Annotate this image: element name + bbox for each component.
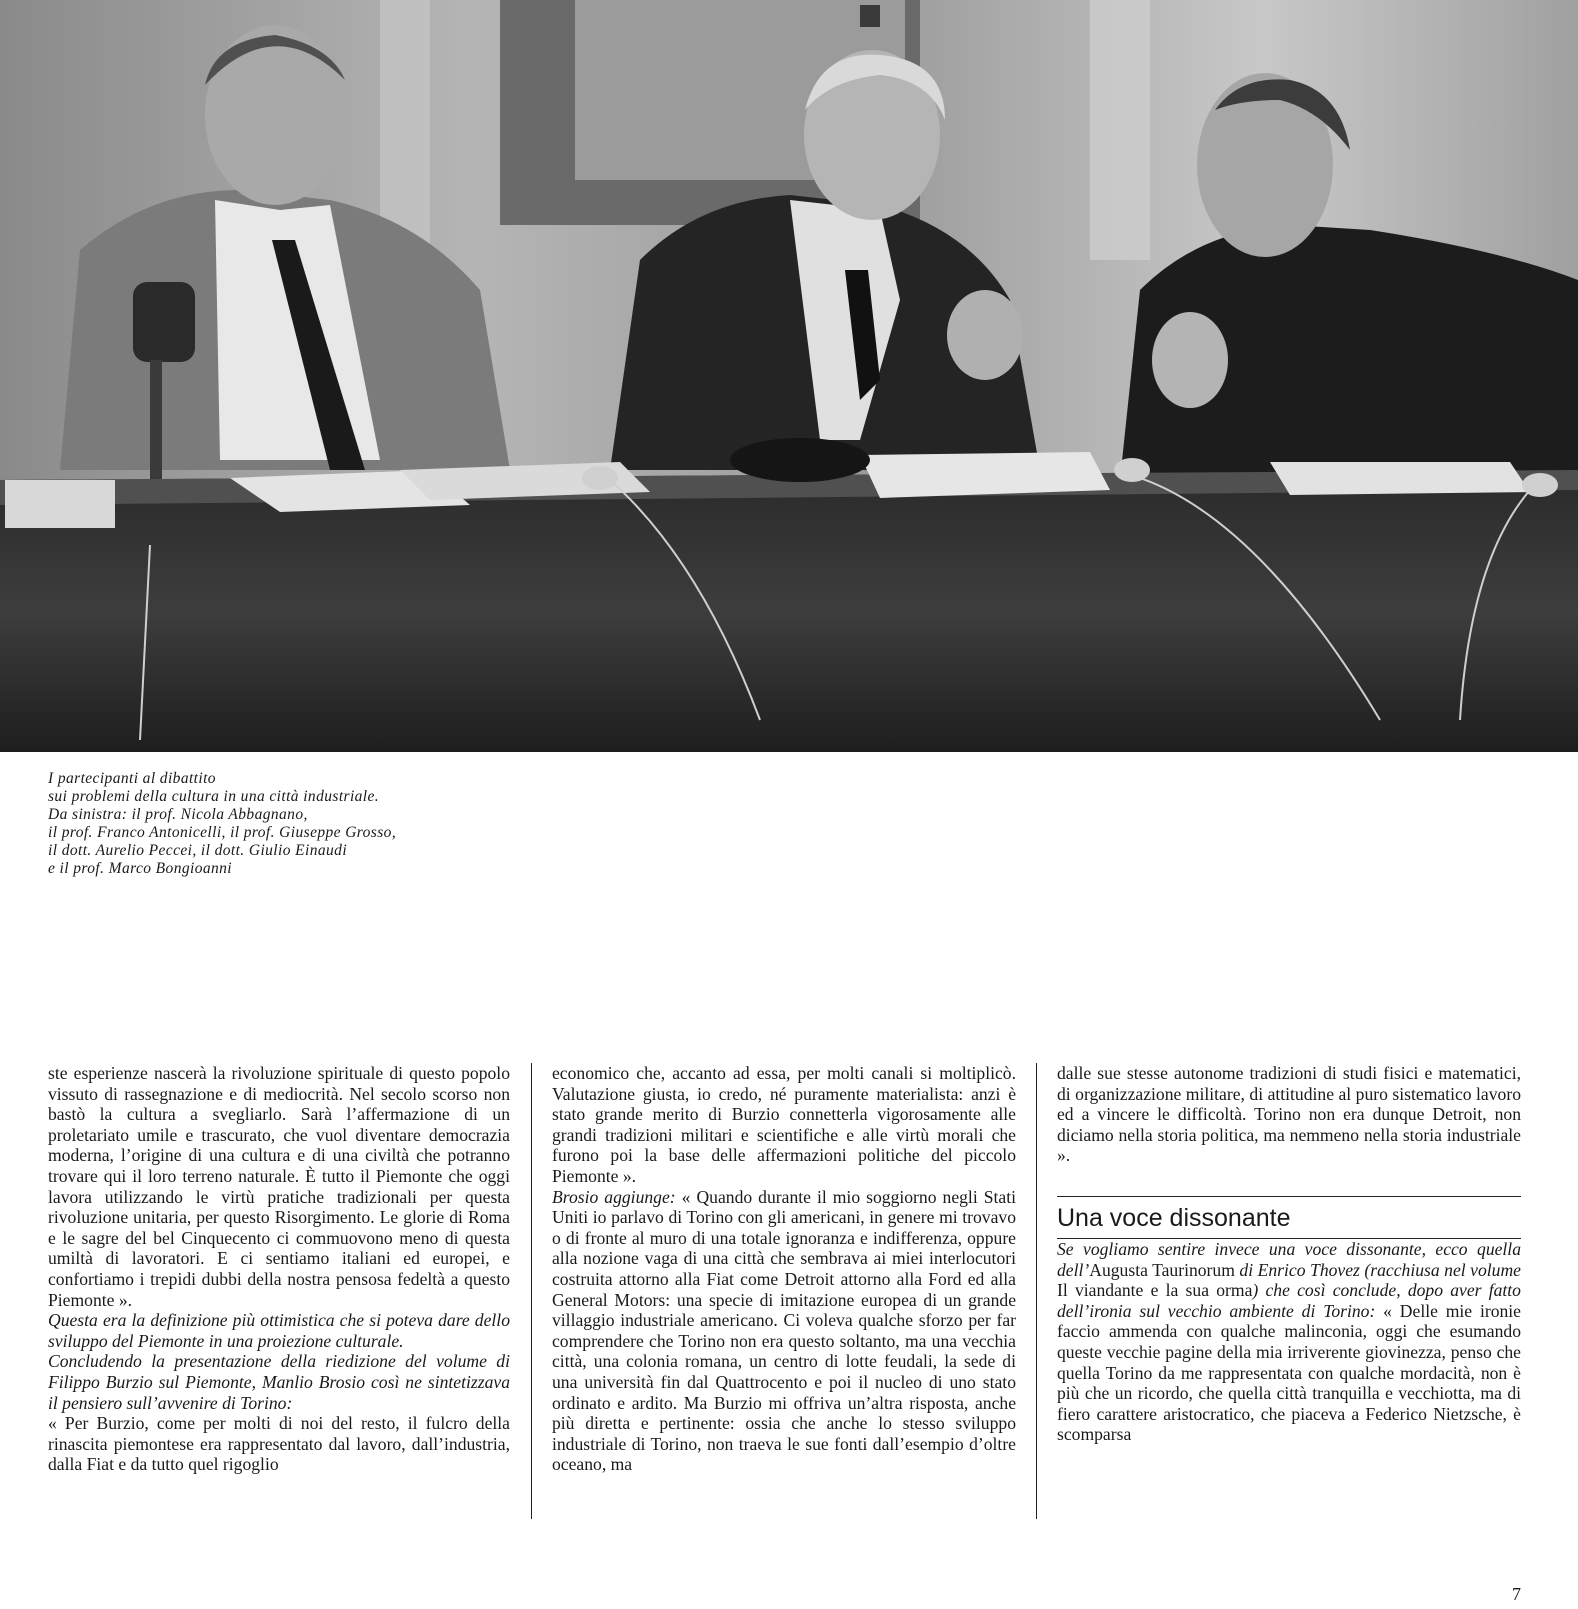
paragraph: « Per Burzio, come per molti di noi del resto, il fulcro della rinascita piemontese era rappresentato dal lavoro, dall’industria, dalla Fiat e da tutto quel rigoglio xyxy=(48,1413,510,1475)
text-column-2 xyxy=(552,1063,1016,1475)
paragraph xyxy=(1057,1239,1521,1445)
paragraph: dalle sue stesse autonome tradizioni di studi fisici e matematici, di organizzazione militare, di attitudine al puro sistematico lavoro ed a vincere le difficoltà. Torino non era dunque Detroit, non diciamo nella storia politica, ma nemmeno nella storia industriale ». xyxy=(1057,1063,1521,1166)
caption-line: Da sinistra: il prof. Nicola Abbagnano, xyxy=(48,806,308,823)
caption-line: I partecipanti al dibattito xyxy=(48,770,216,787)
column-divider xyxy=(531,1063,532,1519)
section-heading-block xyxy=(1057,1196,1521,1239)
conference-photo-image xyxy=(0,0,1578,752)
page-number: 7 xyxy=(1512,1584,1521,1604)
text-column-3 xyxy=(1057,1063,1521,1445)
conference-photo xyxy=(0,0,1578,752)
text-run: Il viandante e la sua orma xyxy=(1057,1280,1253,1301)
caption-line: e il prof. Marco Bongioanni xyxy=(48,860,233,877)
paragraph: ste esperienze nascerà la rivoluzione spirituale di questo popolo vissuto di rassegnazione e di mediocrità. Nel secolo scorso non bastò la cultura a svegliarlo. Sarà l’affermazione di un proletariato umile e trascurato, che vuol diventare democrazia moderna, l’origine di una cultura e di una civiltà che potranno trovare qui il loro terreno naturale. È tutto il Piemonte che oggi lavora utilizzando le virtù pratiche tradizionali per questa rivoluzione unitaria, per questo Risorgimento. Le glorie di Roma e le sagre del bel Cinquecento ci commuovono meno di questa umiltà di lavoratori. E ci sentiamo italiani ed europei, e confortiamo i trepidi dubbi della nostra pensosa fedeltà a questo Piemonte ». xyxy=(48,1063,510,1310)
text-column-1 xyxy=(48,1063,510,1475)
lead-in: Brosio aggiunge: xyxy=(552,1186,676,1207)
text-run: Augusta Taurinorum xyxy=(1089,1259,1235,1280)
caption-line: il prof. Franco Antonicelli, il prof. Giuseppe Grosso, xyxy=(48,824,397,841)
paragraph: economico che, accanto ad essa, per molti canali si moltiplicò. Valutazione giusta, io credo, né puramente materialista: anzi è stato grande merito di Burzio connetterla vigorosamente alle grandi tradizioni militari e scientifiche e alle virtù morali che furono poi la base delle affermazioni politiche del piccolo Piemonte ». xyxy=(552,1063,1016,1186)
paragraph-italic: Questa era la definizione più ottimistica che si poteva dare dello sviluppo del Piemonte in una proiezione culturale. xyxy=(48,1310,510,1351)
section-heading: Una voce dissonante xyxy=(1057,1203,1291,1232)
paragraph-italic: Concludendo la presentazione della riedizione del volume di Filippo Burzio sul Piemonte, Manlio Brosio così ne sintetizzava il pensiero sull’avvenire di Torino: xyxy=(48,1351,510,1413)
paragraph xyxy=(552,1187,1016,1475)
caption-line: il dott. Aurelio Peccei, il dott. Giulio Einaudi xyxy=(48,842,348,859)
photo-caption xyxy=(48,770,568,878)
text-run: « Delle mie ironie faccio ammenda con qualche malinconia, oggi che esumando queste vecchie pagine della mia irriverente giovinezza, penso che quella Torino da me rappresentata con qualche mordacità, non è più che un ricordo, che quella città tranquilla e vecchiotta, ma di fiero carattere aristocratico, che piaceva a Federico Nietzsche, è scomparsa xyxy=(1057,1300,1521,1445)
column-divider xyxy=(1036,1063,1037,1519)
quote: « Quando durante il mio soggiorno negli Stati Uniti io parlavo di Torino con gli americani, in genere mi trovavo o di fronte al muro di una totale ignoranza e indifferenza, oppure alla nozione vaga di una città che sembrava ai miei interlocutori costruita attorno alla Fiat come Detroit attorno alla Ford ed alla General Motors: una specie di imitazione europea di un grande villaggio industriale americano. Ci voleva qualche sforzo per far comprendere che Torino non era questo soltanto, ma una vecchia città, una colonia romana, un centro di lotte feudali, la sede di una università fin dal Quattrocento e poi il nucleo di uno stato ordinato e ardito. Ma Burzio mi offriva un’altra risposta, anche più diretta e pertinente: ossia che anche lo stesso sviluppo industriale di Torino, non traeva le sue fonti dall’esempio d’oltre oceano, ma xyxy=(552,1186,1016,1475)
text-run: ) che così conclude, dopo aver fatto dell’ironia sul vecchio ambiente di Torino: xyxy=(1057,1280,1521,1321)
text-run: Se vogliamo sentire invece una voce dissonante, ecco quella dell’ xyxy=(1057,1238,1521,1280)
text-run: di Enrico Thovez (racchiusa nel volume xyxy=(1234,1259,1521,1280)
caption-line: sui problemi della cultura in una città industriale. xyxy=(48,788,380,805)
